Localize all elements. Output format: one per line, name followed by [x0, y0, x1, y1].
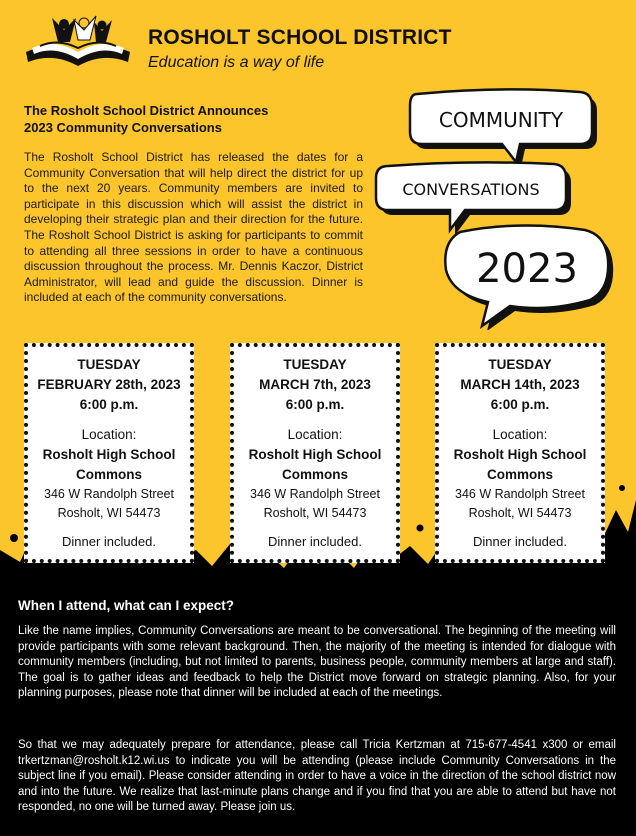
expect-heading: When I attend, what can I expect?: [18, 598, 235, 613]
session-day: TUESDAY: [77, 357, 141, 372]
session-dinner-note: Dinner included.: [62, 534, 156, 549]
session-date: MARCH 14th, 2023: [460, 377, 580, 392]
speech-bubbles-graphic: [370, 80, 632, 330]
session-dinner-note: Dinner included.: [268, 534, 362, 549]
session-venue-line2: Commons: [75, 467, 142, 482]
expect-paragraph-2: So that we may adequately prepare for attendance, please call Tricia Kertzman at 715-677-4541 x300 or email trkertzman@rosholt.k12.wi.us to indicate you will be attending (please include Community Conversations in the subject line if you email). Please consider attending in order to have a voice in the direction of the school district now and into the future. We realize that last-minute plans change and if you find that you are able to attend but have not responded, no one will be turned away. Please join us.: [18, 739, 616, 814]
session-venue-line1: Rosholt High School: [248, 447, 382, 462]
session-street: 346 W Randolph Street: [44, 487, 174, 501]
bubble-community-text: COMMUNITY: [438, 108, 564, 132]
session-card-2: [230, 343, 400, 563]
session-city: Rosholt, WI 54473: [57, 506, 161, 520]
session-venue-line1: Rosholt High School: [42, 447, 176, 462]
session-venue-line1: Rosholt High School: [453, 447, 587, 462]
session-time: 6:00 p.m.: [285, 397, 345, 412]
session-dinner-note: Dinner included.: [473, 534, 567, 549]
expect-paragraph-1: Like the name implies, Community Conversations are meant to be conversational. The beginning of the meeting will provide participants with some relevant background. Then, the majority of the meeting is intended for dialogue with community members (including, but not limited to parents, business people, community members at large and staff). The goal is to gather ideas and feedback to help the District move forward on strategic planning. Also, for your planning purposes, please note that dinner will be included at each of the meetings.: [18, 625, 616, 700]
session-time: 6:00 p.m.: [490, 397, 550, 412]
open-book-logo-icon: [18, 12, 138, 72]
session-location-label: Location:: [492, 427, 548, 442]
session-date: MARCH 7th, 2023: [259, 377, 371, 392]
session-time: 6:00 p.m.: [79, 397, 139, 412]
session-card-3: [435, 343, 605, 563]
session-location-label: Location:: [81, 427, 137, 442]
announcement-heading: [24, 102, 374, 136]
session-location-label: Location:: [287, 427, 343, 442]
district-tagline: Education is a way of life: [148, 54, 325, 71]
session-street: 346 W Randolph Street: [455, 487, 585, 501]
session-card-1: [24, 343, 194, 563]
session-city: Rosholt, WI 54473: [263, 506, 367, 520]
session-date: FEBRUARY 28th, 2023: [37, 377, 181, 392]
announcement-heading-line2: 2023 Community Conversations: [24, 120, 222, 135]
bubble-year-text: 2023: [476, 246, 578, 292]
announcement-heading-line1: The Rosholt School District Announces: [24, 103, 269, 118]
session-day: TUESDAY: [283, 357, 347, 372]
district-title: ROSHOLT SCHOOL DISTRICT: [148, 26, 452, 49]
session-city: Rosholt, WI 54473: [468, 506, 572, 520]
session-venue-line2: Commons: [486, 467, 553, 482]
session-day: TUESDAY: [488, 357, 552, 372]
bubble-conversations-text: CONVERSATIONS: [402, 180, 540, 199]
announcement-body: The Rosholt School District has released the dates for a Community Conversation that will help direct the district for up to the next 20 years. Community members are invited to participate in this discussion which will assist the district in developing their strategic plan and their direction for the future. The Rosholt School District is asking for participants to commit to attending all three sessions in order to have a continuous discussion throughout the process. Mr. Dennis Kaczor, District Administrator, will lead and guide the discussion. Dinner is included at each of the community conversations.: [24, 150, 363, 305]
session-street: 346 W Randolph Street: [250, 487, 380, 501]
session-venue-line2: Commons: [281, 467, 348, 482]
